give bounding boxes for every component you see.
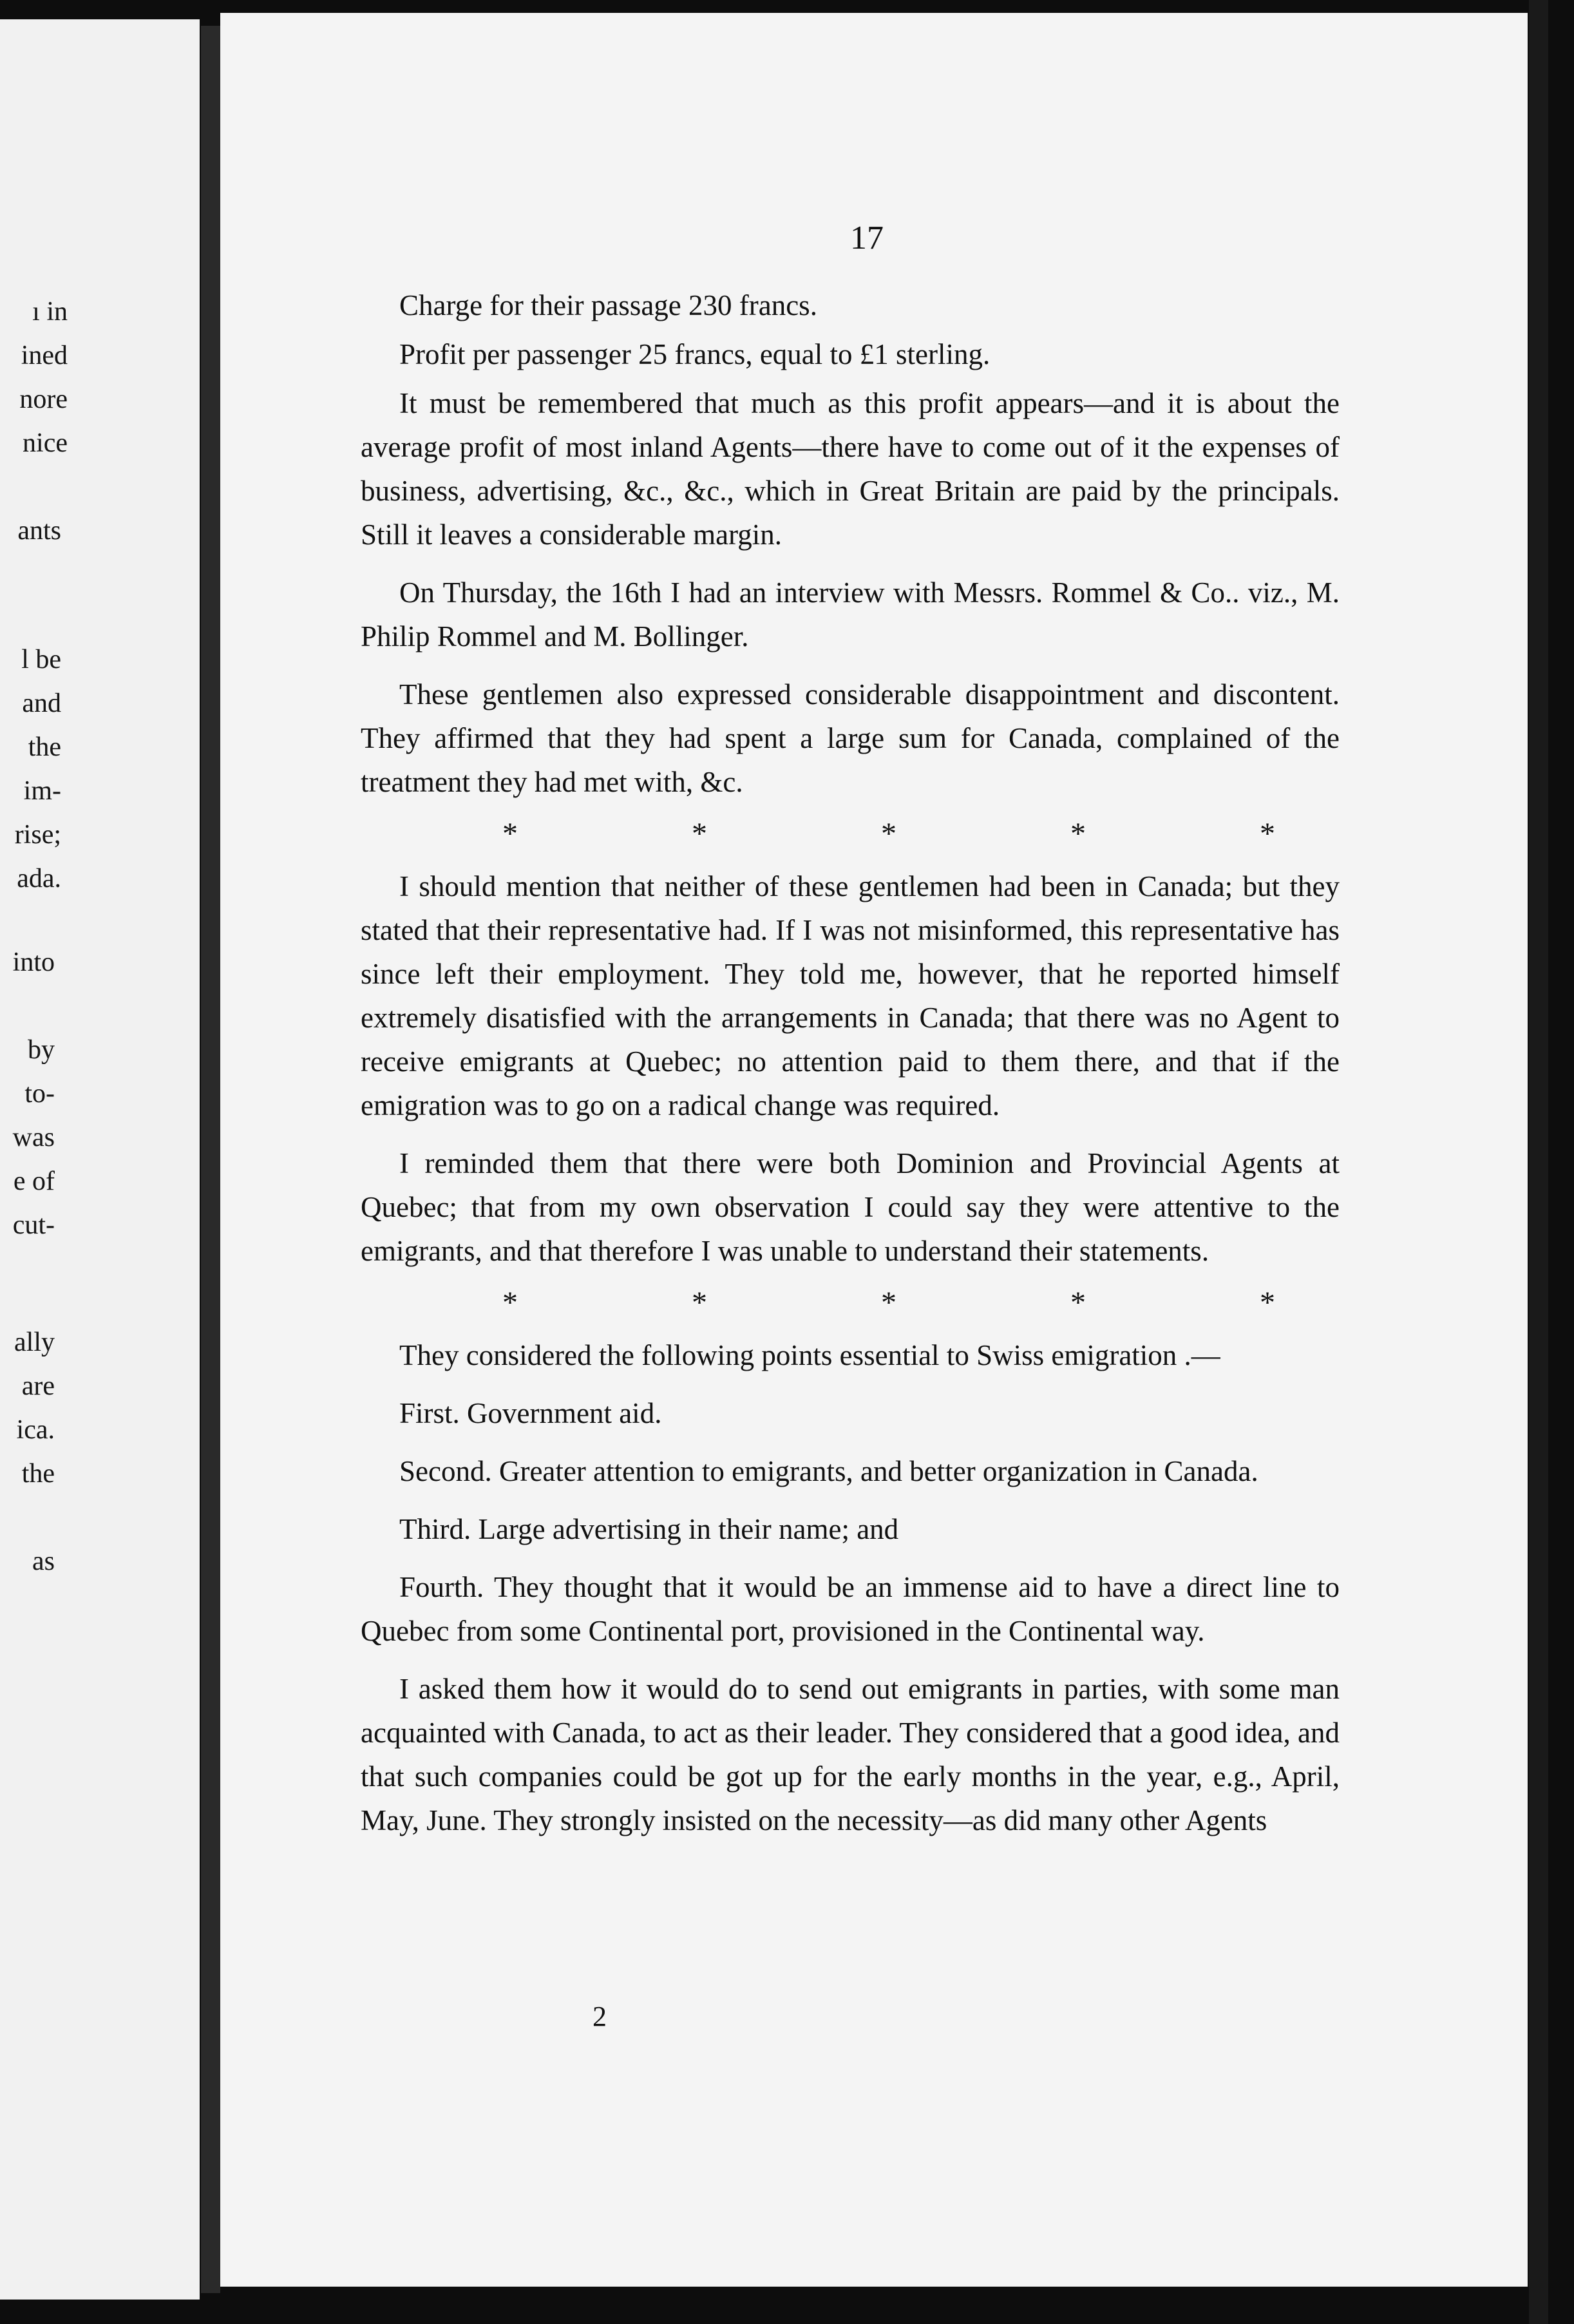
paragraph-reminder: I reminded them that there were both Dominion and Provincial Agents at Quebec; that from my own observation I could say they were attentive to the emigrants, and that therefore I was unable to understand their statements. xyxy=(361,1147,1340,1267)
page-edge-shadow xyxy=(1529,0,1548,2324)
fragment: as xyxy=(32,1547,55,1576)
asterism-divider xyxy=(361,818,1340,850)
fragment: nice xyxy=(23,428,68,458)
fragment: the xyxy=(21,1459,55,1489)
paragraph-fourth-point: Fourth. They thought that it would be an immense aid to have a direct line to Quebec from some Continental port, provisioned in the Continental way. xyxy=(361,1571,1340,1647)
fragment: by xyxy=(28,1035,55,1065)
fragment: ally xyxy=(14,1328,55,1357)
fragment: rise; xyxy=(14,820,61,850)
book-spine-gutter xyxy=(201,26,220,2293)
asterism-divider xyxy=(361,1287,1340,1319)
fragment: ica. xyxy=(16,1415,55,1445)
fragment: the xyxy=(28,732,61,762)
paragraph-points-essential: They considered the following points essential to Swiss emigration .— xyxy=(399,1339,1220,1371)
asterisk: * xyxy=(1070,1286,1086,1320)
asterisk: * xyxy=(1070,817,1086,851)
fragment: e of xyxy=(13,1167,55,1196)
paragraph-second-point: Second. Greater attention to emigrants, and better organization in Canada. xyxy=(399,1455,1258,1487)
paragraph-passage-charge: Charge for their passage 230 francs. xyxy=(399,289,817,321)
asterisk: * xyxy=(692,817,707,851)
fragment: are xyxy=(21,1371,55,1401)
fragment: and xyxy=(22,689,61,718)
facing-page-left xyxy=(0,19,200,2300)
fragment: ı in xyxy=(32,297,68,327)
asterisk: * xyxy=(692,1286,707,1320)
paragraph-disappointment: These gentlemen also expressed considerable disappointment and discontent. They affirmed that they had spent a large sum for Canada, complained of the treatment they had met with, &c. xyxy=(361,678,1340,798)
paragraph-first-point: First. Government aid. xyxy=(399,1397,662,1429)
fragment: to- xyxy=(24,1079,55,1109)
fragment: cut- xyxy=(12,1210,55,1240)
paragraph-parties: I asked them how it would do to send out emigrants in parties, with some man acquainted with Canada, to act as their leader. They considered that a good idea, and that such companies could be got up for the early months in the year, e.g., April, May, June. They strongly insisted on the necessity—as did many other Agents xyxy=(361,1673,1340,1836)
asterisk: * xyxy=(881,1286,896,1320)
paragraph-representative: I should mention that neither of these gentlemen had been in Canada; but they stated that their representative had. If I was not misinformed, this representative has since left their employment. They told me, however, that he reported himself extremely disatisfied with the arrangements in Canada; that there was no Agent to receive emigrants at Quebec; no attention paid to them there, and that if the emigration was to go on a radical change was required. xyxy=(361,870,1340,1121)
asterisk: * xyxy=(502,817,518,851)
paragraph-profit: Profit per passenger 25 francs, equal to £1 sterling. xyxy=(399,338,991,370)
paragraph-third-point: Third. Large advertising in their name; and xyxy=(399,1513,899,1545)
fragment: into xyxy=(12,948,55,977)
fragment: im- xyxy=(23,776,61,806)
fragment: ada. xyxy=(17,864,61,893)
fragment: ants xyxy=(17,516,61,546)
body-text xyxy=(361,283,1340,1856)
asterisk: * xyxy=(881,817,896,851)
fragment: was xyxy=(12,1123,55,1152)
fragment: l be xyxy=(21,645,61,674)
page-number: 17 xyxy=(850,220,884,256)
paragraph-interview: On Thursday, the 16th I had an interview with Messrs. Rommel & Co.. viz., M. Philip Rommel and M. Bollinger. xyxy=(361,576,1340,652)
asterisk: * xyxy=(1260,1286,1275,1320)
fragment: ined xyxy=(21,341,68,370)
asterisk: * xyxy=(502,1286,518,1320)
paragraph-profit-remarks: It must be remembered that much as this profit appears—and it is about the average profit of most inland Agents—there have to come out of it the expenses of business, advertising, &c., &c., which in Great Britain are paid by the principals. Still it leaves a considerable margin. xyxy=(361,387,1340,551)
asterisk: * xyxy=(1260,817,1275,851)
signature-mark: 2 xyxy=(593,2001,607,2032)
fragment: nore xyxy=(19,385,68,414)
